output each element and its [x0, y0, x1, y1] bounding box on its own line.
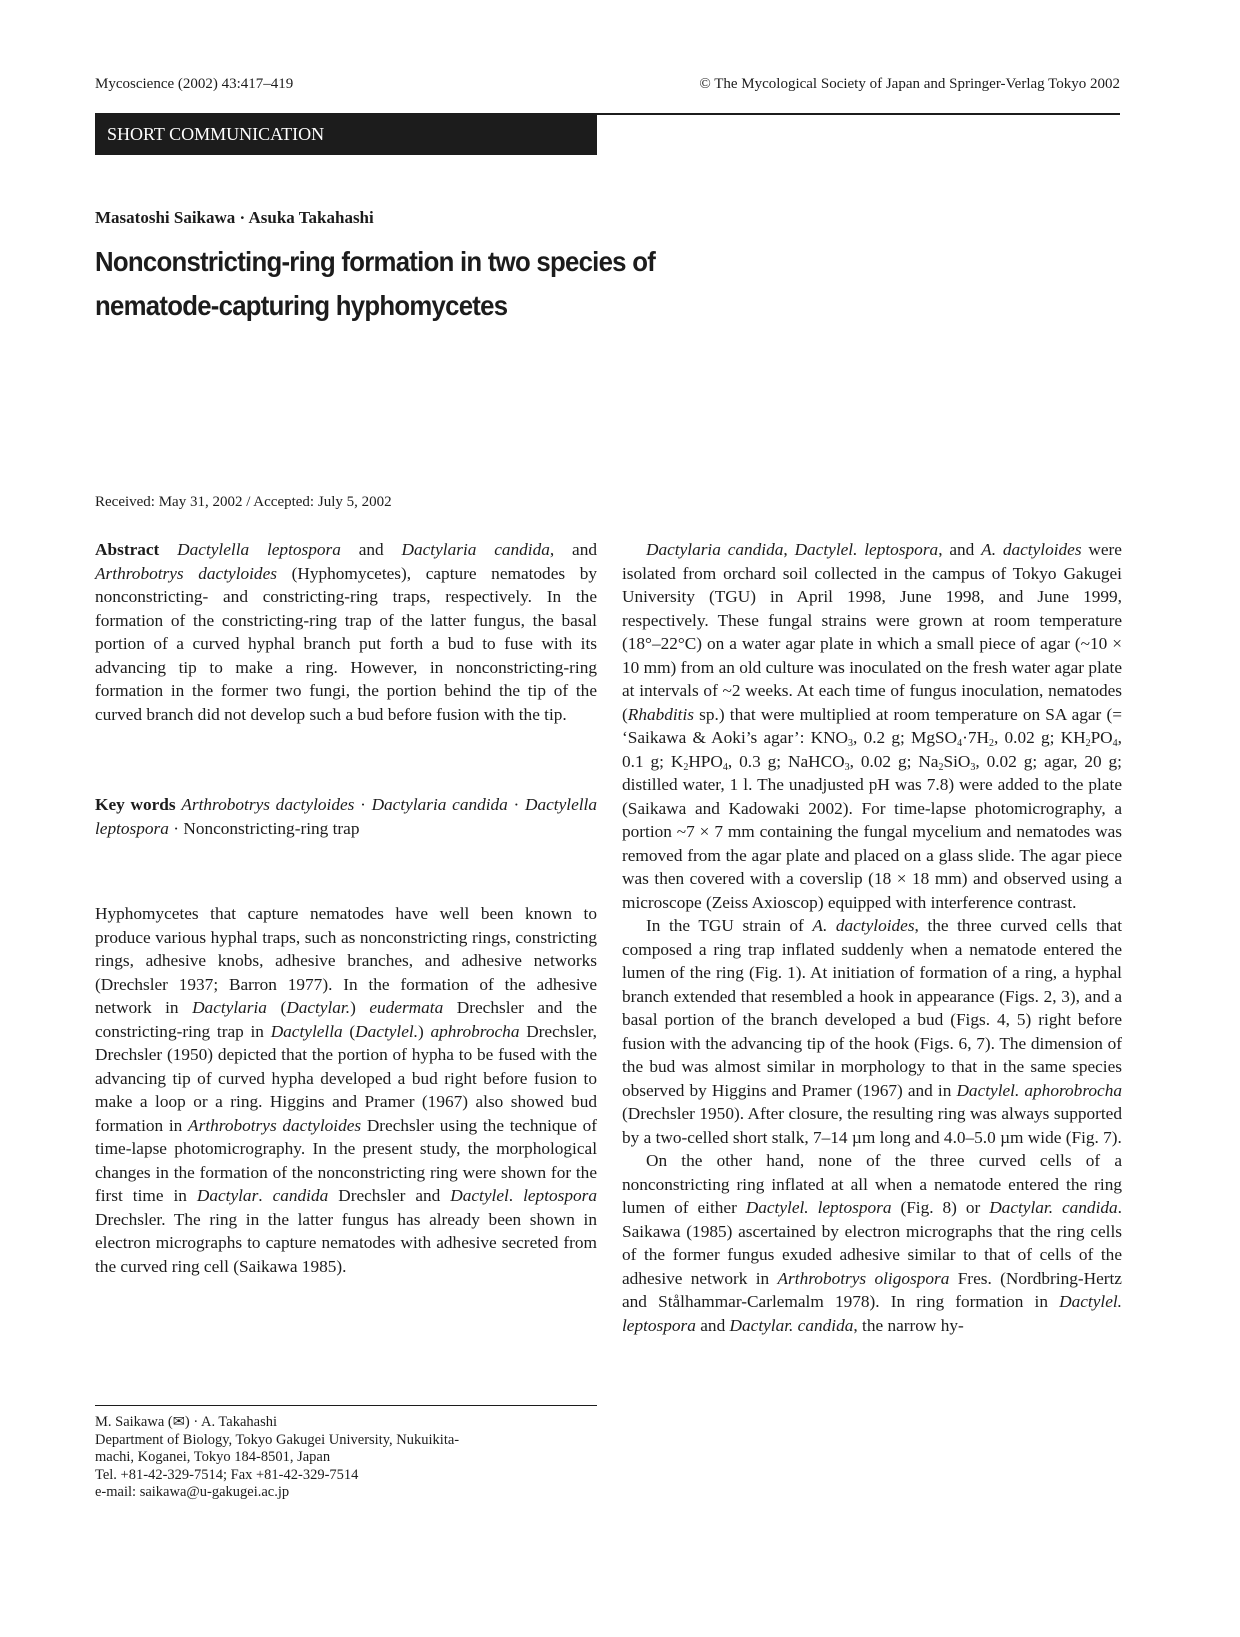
- text: ·7H: [962, 728, 989, 747]
- text: (: [342, 1021, 356, 1041]
- subscript: 4: [957, 738, 963, 749]
- taxon: Dactylel. leptospora: [745, 1198, 892, 1217]
- abstract-label: Abstract: [95, 540, 160, 559]
- affiliation-rule: [95, 1405, 597, 1406]
- title-line-2: nematode-capturing hyphomycetes: [95, 290, 508, 321]
- text: (: [266, 998, 287, 1017]
- keywords-label: Key words: [95, 795, 176, 814]
- text: HPO: [688, 751, 723, 771]
- text: Drechsler, Drechsler (1950) depicted that the portion of hypha to be fused with the advancing tip of curved hypha developed a bud right before fusion to make a loop or a ring. Higgins and Pramer (1967) also showed bud formation in: [95, 1021, 597, 1135]
- keywords: [95, 793, 597, 840]
- taxon: Rhabditis: [627, 704, 695, 724]
- taxon: Dactylaria candida: [646, 540, 784, 559]
- taxon: Dactylar: [196, 1186, 259, 1205]
- taxon: Dactylaria: [192, 998, 267, 1017]
- taxon: Arthrobotrys oligospora: [777, 1268, 950, 1288]
- taxon: leptospora: [523, 1186, 598, 1205]
- separator: ·: [507, 795, 526, 814]
- keyword: Arthrobotrys dactyloides: [181, 795, 355, 814]
- section-label: SHORT COMMUNICATION: [95, 113, 597, 155]
- text: , 0.02 g; agar, 20 g; distilled water, 1 l. The unadjusted pH was 7.8) were added to the plate (Saikawa and Kadowaki 2002). For time-lapse photomicrography, a portion ~7 × 7 mm containing the fungal mycelium and nematodes was removed from the agar plate and placed on a glass slide. The agar piece was then covered with a coverslip (18 × 18 mm) and observed using a microscope (Zeiss Axioscop) equipped with interference contrast.: [622, 751, 1122, 912]
- text: .: [258, 1186, 273, 1205]
- text: , 0.3 g; NaHCO: [727, 751, 845, 771]
- taxon: Dactylel.: [355, 1021, 419, 1041]
- copyright-notice: © The Mycological Society of Japan and Springer-Verlag Tokyo 2002: [699, 76, 1120, 92]
- text: PO: [1090, 728, 1113, 747]
- header-rule: [595, 113, 1120, 115]
- received-dates: Received: May 31, 2002 / Accepted: July 5, 2002: [95, 494, 392, 510]
- text: (Hyphomycetes), capture nematodes by nonconstricting- and constricting-ring traps, respectively. In the formation of the constricting-ring trap of the latter fungus, the basal portion of a curved hyphal branch put forth a bud to fuse with its advancing tip to make a ring. However, in nonconstricting-ring formation in the former two fungi, the portion behind the tip of the curved branch did not develop such a bud before fusion with the tip.: [95, 563, 597, 724]
- title-line-1: Nonconstricting-ring formation in two species of: [95, 246, 656, 277]
- taxon: eudermata: [369, 998, 444, 1017]
- taxon: Arthrobotrys dactyloides: [188, 1115, 362, 1135]
- text: . Saikawa (1985) ascertained by electron micrographs that the ring cells of the former fungus exuded adhesive similar to that of cells of the adhesive network in: [622, 1198, 1122, 1288]
- text: , 0.1 g; K: [622, 728, 1122, 771]
- taxon: Dactylella leptospora: [177, 540, 341, 559]
- intro-paragraph: [95, 902, 597, 1278]
- methods-paragraph: [622, 538, 1122, 914]
- text: Drechsler and: [328, 1186, 451, 1205]
- subscript: 4: [722, 761, 728, 773]
- text: On the other hand, none of the three curved cells of a nonconstricting ring inflated at all when a nematode entered the ring lumen of either: [622, 1151, 1122, 1217]
- address-line: machi, Koganei, Tokyo 184-8501, Japan: [95, 1449, 331, 1465]
- subscript: 2: [938, 761, 944, 773]
- text: Fres. (Nordbring-Hertz and Stålhammar-Carlemalm 1978). In ring formation in: [622, 1268, 1122, 1311]
- email-line[interactable]: e-mail: saikawa@u-gakugei.ac.jp: [95, 1484, 290, 1500]
- text: , the three curved cells that composed a ring trap inflated suddenly when a nematode entered the lumen of the ring (Fig. 1). At initiation of formation of a ring, a hyphal branch extended that resembled a hook in appearance (Figs. 2, 3), and a basal portion of the branch developed a bud (Figs. 4, 5) right before fusion with the advancing tip of the hook (Figs. 6, 7). The dimension of the bud was almost similar in morphology to that in the same species observed by Higgins and Pramer (1967) and in: [622, 916, 1122, 1100]
- separator: ·: [354, 795, 372, 814]
- taxon: Dactylar.: [286, 998, 351, 1017]
- text: , 0.02 g; KH: [994, 728, 1086, 747]
- subscript: 2: [1085, 738, 1091, 749]
- text: , and: [549, 540, 598, 559]
- taxon: Dactylel. leptospora: [622, 1292, 1122, 1335]
- keyword: Dactylaria candida: [371, 795, 508, 814]
- text: , and: [938, 540, 982, 559]
- text: SiO: [943, 751, 971, 771]
- text: Hyphomycetes that capture nematodes have well been known to produce various hyphal traps, such as nonconstricting rings, constricting rings, adhesive knobs, adhesive branches, and adhesive networks (Drechsler 1937; Barron 1977). In the formation of the adhesive network in: [95, 904, 597, 1017]
- subscript: 3: [848, 738, 854, 749]
- phone-line: Tel. +81-42-329-7514; Fax +81-42-329-7514: [95, 1466, 359, 1483]
- text: Drechsler. The ring in the latter fungus has already been shown in electron micrographs to capture nematodes with adhesive secreted from the curved ring cell (Saikawa 1985).: [95, 1209, 597, 1276]
- journal-citation: Mycoscience (2002) 43:417–419: [95, 76, 294, 92]
- right-column: [622, 538, 1122, 1337]
- text: and: [340, 540, 402, 559]
- taxon: A. dactyloides: [981, 540, 1082, 559]
- text: Drechsler using the technique of time-lapse photomicrography. In the present study, the morphological changes in the formation of the nonconstricting ring were shown for the first time in: [95, 1115, 597, 1205]
- taxon: Dactylar. candida: [989, 1198, 1118, 1217]
- subscript: 2: [683, 761, 689, 773]
- department-line: Department of Biology, Tokyo Gakugei University, Nukuikita-: [95, 1431, 460, 1448]
- taxon: Dactylel. leptospora: [794, 540, 939, 559]
- article-title: [95, 240, 739, 328]
- text: .: [508, 1186, 524, 1205]
- subscript: 2: [989, 738, 994, 749]
- text: , 0.02 g; Na: [849, 751, 939, 771]
- taxon: Dactylel: [450, 1186, 509, 1205]
- text: ): [350, 998, 370, 1017]
- taxon: Dactylar. candida: [729, 1315, 854, 1335]
- taxon: Arthrobotrys dactyloides: [95, 563, 277, 583]
- taxon: A. dactyloides: [812, 916, 915, 935]
- keyword: Nonconstricting-ring trap: [183, 818, 360, 838]
- subscript: 3: [970, 761, 976, 773]
- keyword: Dactylella leptospora: [95, 795, 597, 838]
- affiliation-block: [95, 1414, 597, 1502]
- text: Drechsler and the constricting-ring trap in: [95, 998, 597, 1041]
- text: and: [695, 1315, 730, 1335]
- text: ,: [783, 540, 795, 559]
- taxon: aphrobrocha: [430, 1021, 520, 1041]
- separator: ·: [168, 818, 184, 838]
- subscript: 4: [1112, 738, 1118, 749]
- text: In the TGU strain of: [646, 916, 813, 935]
- text: sp.) that were multiplied at room temperature on SA agar (= ‘Saikawa & Aoki’s agar’: KNO: [622, 704, 1122, 747]
- text: were isolated from orchard soil collected in the campus of Tokyo Gakugei University (TGU) in April 1998, June 1998, and June 1999, respectively. These fungal strains were grown at room temperature (18°–22°C) on a water agar plate in which a small piece of agar (~10 × 10 mm) from an old culture was inoculated on the fresh water agar plate at intervals of ~2 weeks. At each time of fungus inoculation, nematodes (: [622, 540, 1122, 724]
- text: , the narrow hy-: [853, 1315, 964, 1335]
- text: , 0.2 g; MgSO: [853, 728, 958, 747]
- taxon: Dactylel. aphorobrocha: [956, 1080, 1123, 1100]
- text: ): [418, 1021, 431, 1041]
- text: (Drechsler 1950). After closure, the resulting ring was always supported by a two-celled short stalk, 7–14 µm long and 4.0–5.0 µm wide (Fig. 7).: [622, 1104, 1122, 1147]
- results-paragraph: [622, 914, 1122, 1149]
- discussion-paragraph: [622, 1149, 1122, 1337]
- abstract: [95, 538, 597, 726]
- subscript: 3: [844, 761, 850, 773]
- taxon: candida: [272, 1186, 329, 1205]
- author-list: Masatoshi Saikawa · Asuka Takahashi: [95, 208, 374, 227]
- text: (Fig. 8) or: [891, 1198, 990, 1217]
- taxon: Dactylaria candida: [401, 540, 550, 559]
- taxon: Dactylella: [270, 1021, 343, 1041]
- correspondence-line: M. Saikawa (✉) · A. Takahashi: [95, 1414, 278, 1430]
